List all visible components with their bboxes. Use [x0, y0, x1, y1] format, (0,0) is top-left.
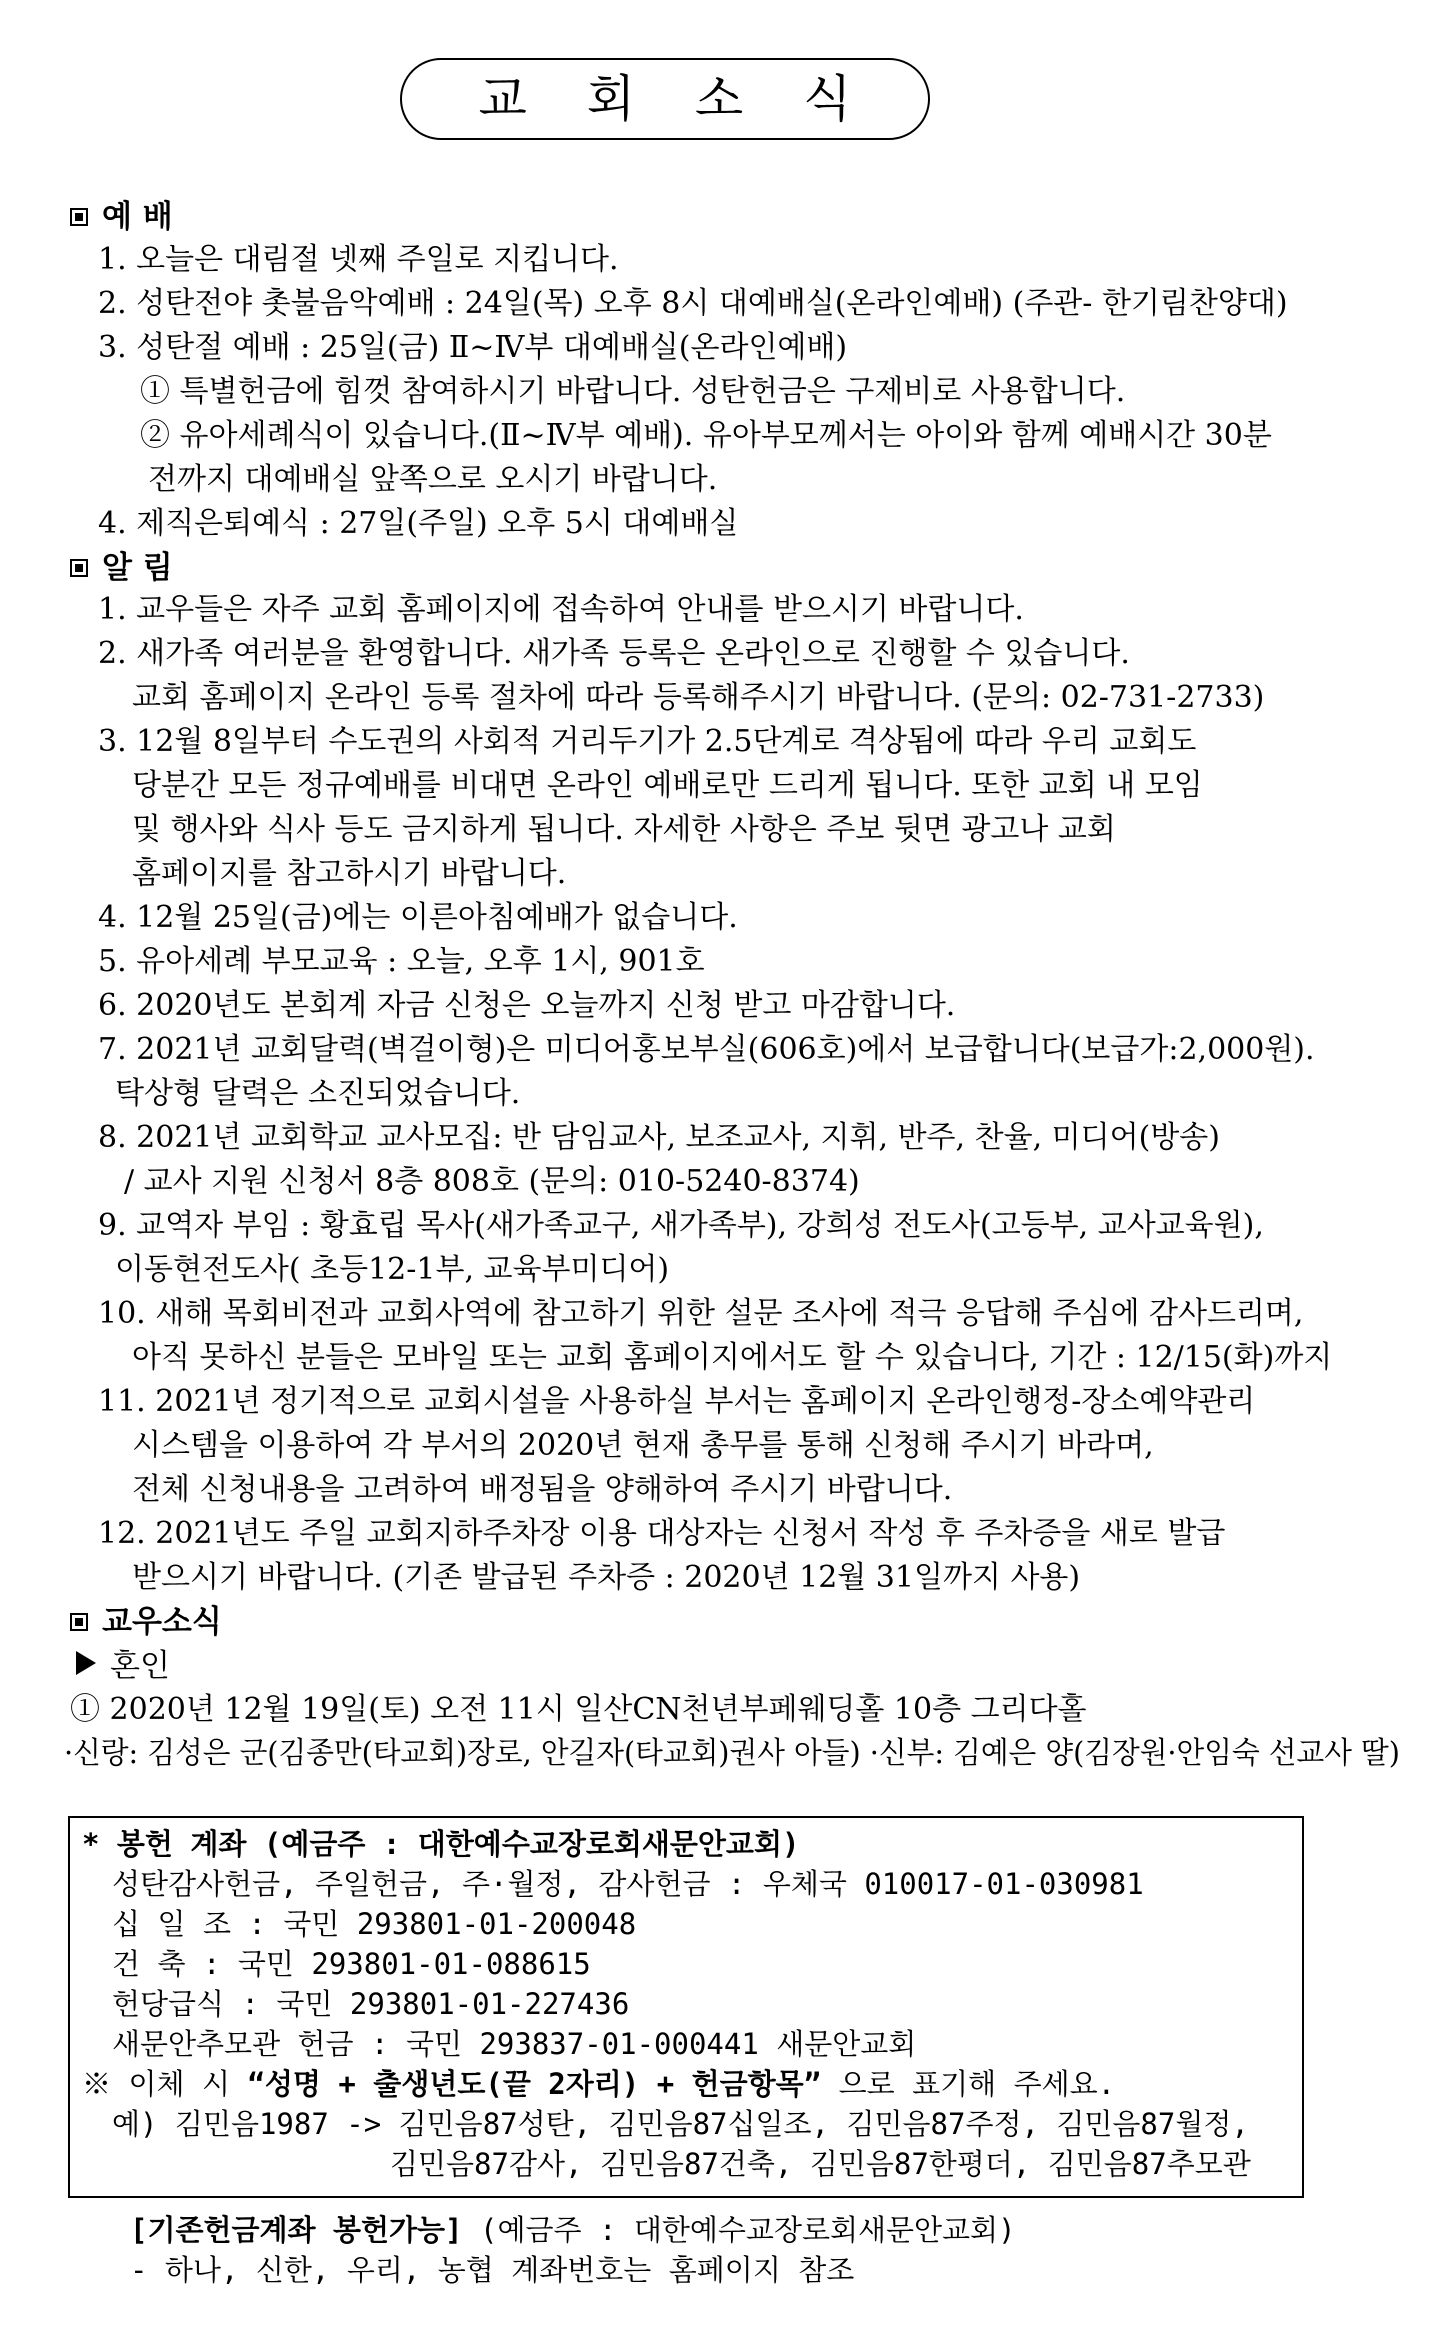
notice-line: 4. 12월 25일(금)에는 이른아침예배가 없습니다. — [98, 900, 738, 935]
offering-account-line: 건 축 : 국민 293801-01-088615 — [112, 1947, 591, 1981]
legacy-accounts-note: [기존헌금계좌 봉헌가능] (예금주 : 대한예수교장로회새문안교회) — [130, 2213, 1016, 2247]
transfer-example-line: 예) 김민음1987 -> 김민음87성탄, 김민음87십일조, 김민음87주정, 김민음87월정, — [112, 2107, 1249, 2141]
notice-line: 및 행사와 식사 등도 금지하게 됩니다. 자세한 사항은 주보 뒷면 광고나 교회 — [132, 812, 1116, 847]
notice-line: 교회 홈페이지 온라인 등록 절차에 따라 등록해주시기 바랍니다. (문의: 02-731-2733) — [132, 680, 1265, 715]
square-bullet-icon — [70, 559, 88, 577]
notice-line: 받으시기 바랍니다. (기존 발급된 주차증 : 2020년 12월 31일까지 사용) — [132, 1560, 1081, 1595]
notice-line: 10. 새해 목회비전과 교회사역에 참고하기 위한 설문 조사에 적극 응답해 주심에 감사드리며, — [98, 1296, 1304, 1331]
notice-line: 아직 못하신 분들은 모바일 또는 교회 홈페이지에서도 할 수 있습니다, 기간 : 12/15(화)까지 — [132, 1340, 1333, 1375]
page-title: 교 회 소 식 — [400, 58, 930, 140]
offering-account-line: 십 일 조 : 국민 293801-01-200048 — [112, 1907, 637, 1941]
notice-line: 당분간 모든 정규예배를 비대면 온라인 예배로만 드리게 됩니다. 또한 교회 내 모임 — [132, 768, 1203, 803]
worship-line: 1. 오늘은 대림절 넷째 주일로 지킵니다. — [98, 242, 619, 277]
notice-line: 9. 교역자 부임 : 황효립 목사(새가족교구, 새가족부), 강희성 전도사(고등부, 교사교육원), — [98, 1208, 1264, 1243]
square-bullet-icon — [70, 1613, 88, 1631]
notice-line: 이동현전도사( 초등12-1부, 교육부미디어) — [115, 1252, 670, 1287]
notice-line: 12. 2021년도 주일 교회지하주차장 이용 대상자는 신청서 작성 후 주차증을 새로 발급 — [98, 1516, 1226, 1551]
notice-line: 11. 2021년 정기적으로 교회시설을 사용하실 부서는 홈페이지 온라인행정-장소예약관리 — [98, 1384, 1256, 1419]
worship-line: ① 특별헌금에 힘껏 참여하시기 바랍니다. 성탄헌금은 구제비로 사용합니다. — [140, 374, 1126, 409]
notice-line: 시스템을 이용하여 각 부서의 2020년 현재 총무를 통해 신청해 주시기 바라며, — [132, 1428, 1154, 1463]
section-heading-members: 교우소식 — [70, 1600, 222, 1644]
transfer-note-format: “성명 + 출생년도(끝 2자리) + 헌금항목” — [247, 2067, 822, 2101]
worship-line: ② 유아세례식이 있습니다.(Ⅱ~Ⅳ부 예배). 유아부모께서는 아이와 함께 예배시간 30분 — [140, 418, 1272, 453]
wedding-line: ·신랑: 김성은 군(김종만(타교회)장로, 안길자(타교회)권사 아들) ·신부: 김예은 양(김장원·안임숙 선교사 딸) — [64, 1736, 1400, 1771]
notice-line: 5. 유아세례 부모교육 : 오늘, 오후 1시, 901호 — [98, 944, 705, 979]
notice-line: 전체 신청내용을 고려하여 배정됨을 양해하여 주시기 바랍니다. — [132, 1472, 953, 1507]
offering-account-line: 헌당급식 : 국민 293801-01-227436 — [112, 1987, 630, 2021]
square-bullet-icon — [70, 208, 88, 226]
notice-line: 2. 새가족 여러분을 환영합니다. 새가족 등록은 온라인으로 진행할 수 있습니다. — [98, 636, 1130, 671]
offering-account-line: 성탄감사헌금, 주일헌금, 주·월정, 감사헌금 : 우체국 010017-01-030981 — [112, 1867, 1144, 1901]
notice-line: 7. 2021년 교회달력(벽걸이형)은 미디어홍보부실(606호)에서 보급합니다(보급가:2,000원). — [98, 1032, 1315, 1067]
transfer-example-line: 김민음87감사, 김민음87건축, 김민음87한평더, 김민음87추모관 — [390, 2147, 1251, 2181]
notice-line: 홈페이지를 참고하시기 바랍니다. — [132, 856, 567, 891]
worship-line: 2. 성탄전야 촛불음악예배 : 24일(목) 오후 8시 대예배실(온라인예배) (주관- 한기림찬양대) — [98, 286, 1288, 321]
legacy-accounts-detail: - 하나, 신한, 우리, 농협 계좌번호는 홈페이지 참조 — [130, 2253, 855, 2287]
worship-line: 전까지 대예배실 앞쪽으로 오시기 바랍니다. — [148, 462, 718, 497]
wedding-subheading: 혼인 — [76, 1644, 170, 1688]
triangle-bullet-icon — [76, 1651, 96, 1675]
notice-line: / 교사 지원 신청서 8층 808호 (문의: 010-5240-8374) — [124, 1164, 860, 1199]
notice-line: 1. 교우들은 자주 교회 홈페이지에 접속하여 안내를 받으시기 바랍니다. — [98, 592, 1024, 627]
section-heading-notices: 알 림 — [70, 546, 173, 590]
transfer-note: ※ 이체 시 “성명 + 출생년도(끝 2자리) + 헌금항목” 으로 표기해 주세요. — [82, 2067, 1116, 2101]
notice-line: 탁상형 달력은 소진되었습니다. — [115, 1076, 521, 1111]
wedding-line: ① 2020년 12월 19일(토) 오전 11시 일산CN천년부페웨딩홀 10층 그리다홀 — [70, 1692, 1087, 1727]
notice-line: 3. 12월 8일부터 수도권의 사회적 거리두기가 2.5단계로 격상됨에 따라 우리 교회도 — [98, 724, 1197, 759]
worship-line: 4. 제직은퇴예식 : 27일(주일) 오후 5시 대예배실 — [98, 506, 739, 541]
section-heading-worship: 예 배 — [70, 195, 173, 239]
worship-line: 3. 성탄절 예배 : 25일(금) Ⅱ~Ⅳ부 대예배실(온라인예배) — [98, 330, 848, 365]
notice-line: 6. 2020년도 본회계 자금 신청은 오늘까지 신청 받고 마감합니다. — [98, 988, 956, 1023]
offering-box-title: * 봉헌 계좌 (예금주 : 대한예수교장로회새문안교회) — [82, 1827, 800, 1861]
offering-account-line: 새문안추모관 헌금 : 국민 293837-01-000441 새문안교회 — [112, 2027, 917, 2061]
notice-line: 8. 2021년 교회학교 교사모집: 반 담임교사, 보조교사, 지휘, 반주, 찬율, 미디어(방송) — [98, 1120, 1220, 1155]
